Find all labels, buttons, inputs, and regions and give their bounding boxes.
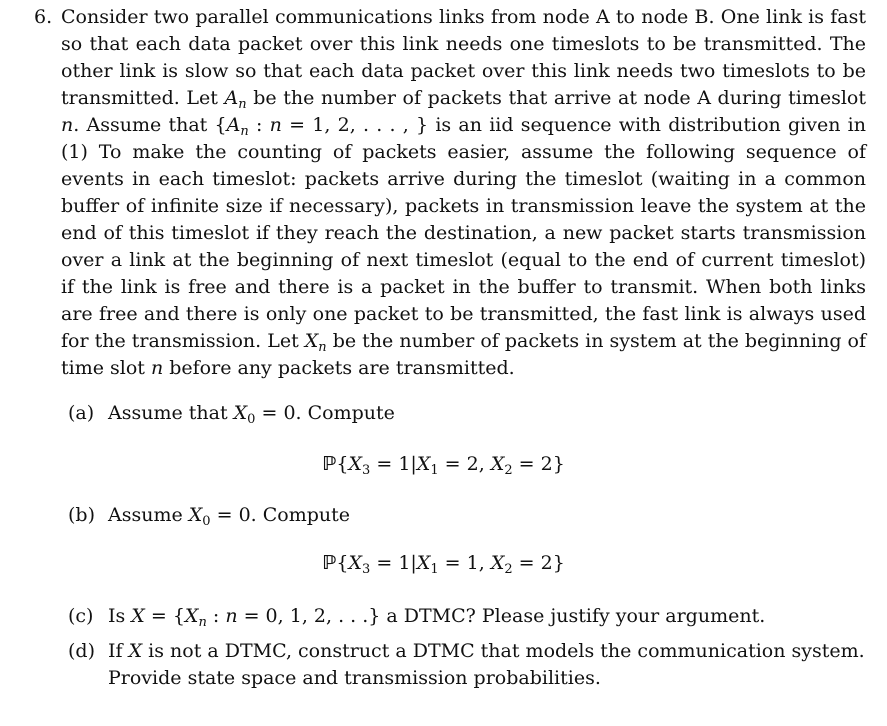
sub-1: 1 (430, 562, 439, 577)
var-x: X (233, 402, 248, 424)
eq-text: = 1| (370, 453, 417, 475)
var-x: X (131, 605, 145, 627)
eq-text: = 2, (438, 453, 491, 475)
sub-2: 2 (504, 463, 513, 478)
statement-text: = 1, 2, . . . , } is an iid sequence with distribution given in (1) To make the counting of packets easier, assume the following sequence of events in each timeslot: packets arrive during the timeslot (waiting in a common buffer of infinite size if necessary), packets in transmission leave the system at the end of this timeslot if they reach the destination, a new packet starts transmission over a link at the beginning of next timeslot (equal to the end of current timeslot) if the link is free and there is a packet in the buffer to transmit. When both links are free and there is only one packet to be transmitted, the fast link is always used for the transmission. Let (61, 114, 866, 352)
var-n: n (150, 357, 164, 379)
part-a-label: (a) (68, 402, 95, 424)
problem-number: 6. (34, 6, 53, 28)
statement-text: be the number of packets in system at the beginning of time slot (61, 330, 866, 379)
statement-text: : (248, 114, 270, 136)
statement-text: be the number of packets that arrive at node A during timeslot (246, 87, 866, 109)
statement-text: before any packets are transmitted. (163, 357, 515, 379)
prob-symbol: ℙ (322, 453, 337, 475)
eq-text: = 1| (370, 552, 417, 574)
eq-text: { (336, 552, 349, 574)
text: is not a DTMC, construct a DTMC that models the communication system. (142, 640, 865, 662)
text: = 0. Compute (255, 402, 395, 424)
var-n: n (61, 114, 74, 136)
statement-text: Consider two parallel communications links from node A to node B. One link is fast so that each data packet over this link needs one timeslots to be transmitted. The other link is slow so that each data packet over this link needs two timeslots to be transmitted. Let (61, 6, 866, 109)
sub-0: 0 (247, 412, 256, 427)
var-x: X (348, 453, 363, 475)
text: Is (108, 605, 132, 627)
sub-2: 2 (504, 562, 513, 577)
var-x: X (416, 552, 431, 574)
var-x: X (304, 330, 319, 352)
eq-text: { (336, 453, 349, 475)
sub-n: n (240, 124, 249, 139)
sub-3: 3 (362, 463, 371, 478)
var-x: X (188, 504, 203, 526)
sub-n: n (238, 97, 247, 112)
text: : (206, 605, 226, 627)
var-a: A (224, 87, 239, 109)
part-a-equation (0, 451, 887, 478)
part-c-text (108, 605, 766, 630)
part-d (68, 638, 865, 692)
var-x: X (184, 605, 199, 627)
var-x: X (348, 552, 363, 574)
var-x: X (416, 453, 431, 475)
part-d-text (108, 640, 865, 662)
sub-3: 3 (362, 562, 371, 577)
var-n: n (225, 605, 238, 627)
text: Assume (108, 504, 189, 526)
part-b-label: (b) (68, 504, 95, 526)
part-a (68, 400, 865, 427)
part-c-label: (c) (68, 605, 94, 627)
eq-text: = 2} (512, 453, 565, 475)
sub-1: 1 (430, 463, 439, 478)
prob-symbol: ℙ (322, 552, 337, 574)
eq-text: = 2} (512, 552, 565, 574)
problem-statement (61, 4, 866, 382)
eq-text: = 1, (438, 552, 491, 574)
part-b-text (108, 504, 351, 529)
part-b-equation (0, 550, 887, 577)
part-b (68, 502, 865, 529)
sub-n: n (198, 615, 207, 630)
part-d-label: (d) (68, 640, 95, 662)
problem-6 (34, 4, 866, 382)
text: = 0, 1, 2, . . .} a DTMC? Please justify your argument. (237, 605, 766, 627)
statement-text: . Assume that { (73, 114, 227, 136)
sub-0: 0 (202, 514, 211, 529)
var-n: n (269, 114, 282, 136)
var-x: X (490, 453, 505, 475)
text: = { (144, 605, 185, 627)
var-a: A (226, 114, 241, 136)
var-x: X (490, 552, 505, 574)
text: If (108, 640, 129, 662)
text: = 0. Compute (210, 504, 351, 526)
part-a-text (108, 402, 395, 427)
var-x: X (128, 640, 143, 662)
part-d-continuation: Provide state space and transmission probabilities. (108, 667, 601, 689)
part-c (68, 603, 865, 630)
sub-n: n (318, 340, 327, 355)
text: Assume that (108, 402, 234, 424)
